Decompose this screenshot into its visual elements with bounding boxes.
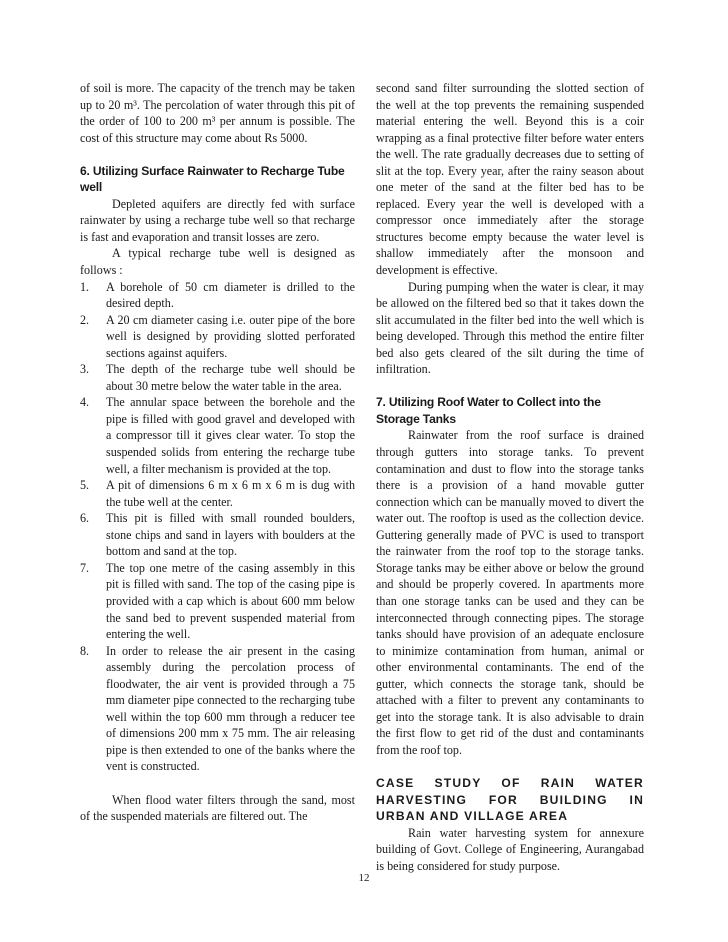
list-item-number: 7. xyxy=(80,560,90,575)
case-study-heading: CASE STUDY OF RAIN WATER HARVESTING FOR BUILDING IN URBAN AND VILLAGE AREA xyxy=(376,775,644,824)
section-6-heading: 6. Utilizing Surface Rainwater to Recharge Tube well xyxy=(80,163,345,195)
left-column xyxy=(80,80,355,825)
section-7-heading: 7. Utilizing Roof Water to Collect into the Storage Tanks xyxy=(376,395,601,426)
list-item-text: The annular space between the borehole and the pipe is filled with good gravel and developed with a compressor till it gives clear water. To stop the suspended solids from entering the recharge tube well, a filter mechanism is provided at the top. xyxy=(106,395,355,476)
case-study-paragraph: Rain water harvesting system for annexure building of Govt. College of Engineering, Aurangabad is being considered for study purpose. xyxy=(376,825,644,873)
list-item xyxy=(80,477,355,510)
list-item xyxy=(80,643,355,775)
list-item-number: 3. xyxy=(80,362,90,377)
list-item xyxy=(80,510,355,560)
list-item-number: 8. xyxy=(80,643,90,658)
list-item xyxy=(80,361,355,394)
list-item-number: 4. xyxy=(80,395,90,410)
list-item xyxy=(80,279,355,312)
list-item-text: This pit is filled with small rounded boulders, stone chips and sand in layers with boulders at the bottom and sand at the top. xyxy=(106,511,355,559)
list-item xyxy=(80,394,355,477)
list-item-text: The depth of the recharge tube well should be about 30 metre below the water table in the area. xyxy=(106,362,355,393)
list-item-number: 2. xyxy=(80,312,90,327)
list-item-text: A 20 cm diameter casing i.e. outer pipe of the bore well is designed by providing slotted perforated sections against aquifers. xyxy=(106,312,355,360)
list-item-text: The top one metre of the casing assembly in this pit is filled with sand. The top of the casing pipe is provided with a cap which is about 600 mm below the sand bed to prevent suspended material from entering the well. xyxy=(106,560,355,642)
recharge-steps-list xyxy=(80,279,355,775)
list-item-number: 1. xyxy=(80,279,90,294)
list-item xyxy=(80,312,355,362)
list-item-text: A pit of dimensions 6 m x 6 m x 6 m is dug with the tube well at the center. xyxy=(106,478,355,509)
list-item-text: In order to release the air present in the casing assembly during the percolation process of floodwater, the air vent is provided through a 75 mm diameter pipe connected to the recharging tube well within the top 600 mm through a reducer tee of dimensions 200 mm x 75 mm. The air releasing pipe is then extended to one of the banks where the vent is constructed. xyxy=(106,643,355,774)
section-6-paragraph-3: When flood water filters through the sand, most of the suspended materials are filtered out. The xyxy=(80,792,355,824)
right-column xyxy=(376,80,644,874)
list-item xyxy=(80,560,355,643)
right-paragraph-2: During pumping when the water is clear, it may be allowed on the filtered bed so that it takes down the slit accumulated in the filter bed into the well which is being developed. Through this method the entire filter bed also gets cleared of the silt during the time of infiltration. xyxy=(376,279,644,377)
section-6-paragraph-2: A typical recharge tube well is designed as follows : xyxy=(80,246,355,278)
section-7-paragraph: Rainwater from the roof surface is drained through gutters into storage tanks. To prevent contamination and dust to flow into the storage tanks there is a provision of a hand movable gutter connection which can be manually moved to divert the water out. The rooftop is used as the collection device. Guttering generally made of PVC is used to transport the rainwater from the roof top to the storage tanks. Storage tanks may be either above or below the ground and should be properly covered. In apartments more than one storage tanks can be used and they can be interconnected through connecting pipes. The storage tanks should have provision of an adequate enclosure to minimize contamination from human, animal or other environmental contaminants. The end of the gutter, which connects the storage tank, should be attached with a filter to prevent any contaminants to get into the storage tank. It is also advisable to drain the first flow to get rid of the dust and contaminants from the roof top. xyxy=(376,428,644,757)
intro-paragraph: of soil is more. The capacity of the trench may be taken up to 20 m³. The percolation of water through this pit of the order of 100 to 200 m³ per annum is possible. The cost of this structure may come about Rs 5000. xyxy=(80,81,355,145)
section-6-paragraph-1: Depleted aquifers are directly fed with surface rainwater by using a recharge tube well so that recharge is fast and evaporation and transit losses are zero. xyxy=(80,196,355,244)
list-item-number: 6. xyxy=(80,511,90,526)
right-paragraph-1: second sand filter surrounding the slotted section of the well at the top prevents the remaining suspended material entering the well. Beyond this is a coir wrapping as a final protective filter before water enters the well. The rate gradually decreases due to setting of slit at the top. Every year, after the rainy season about one meter of the sand at the filter bed has to be replaced. Every year the well is developed with a compressor once immediately after the storage structures become empty because the water level is shallow immediately after the monsoon and development is effective. xyxy=(376,81,644,278)
list-item-number: 5. xyxy=(80,478,90,493)
list-item-text: A borehole of 50 cm diameter is drilled to the desired depth. xyxy=(106,279,355,311)
page-number: 12 xyxy=(358,872,370,884)
